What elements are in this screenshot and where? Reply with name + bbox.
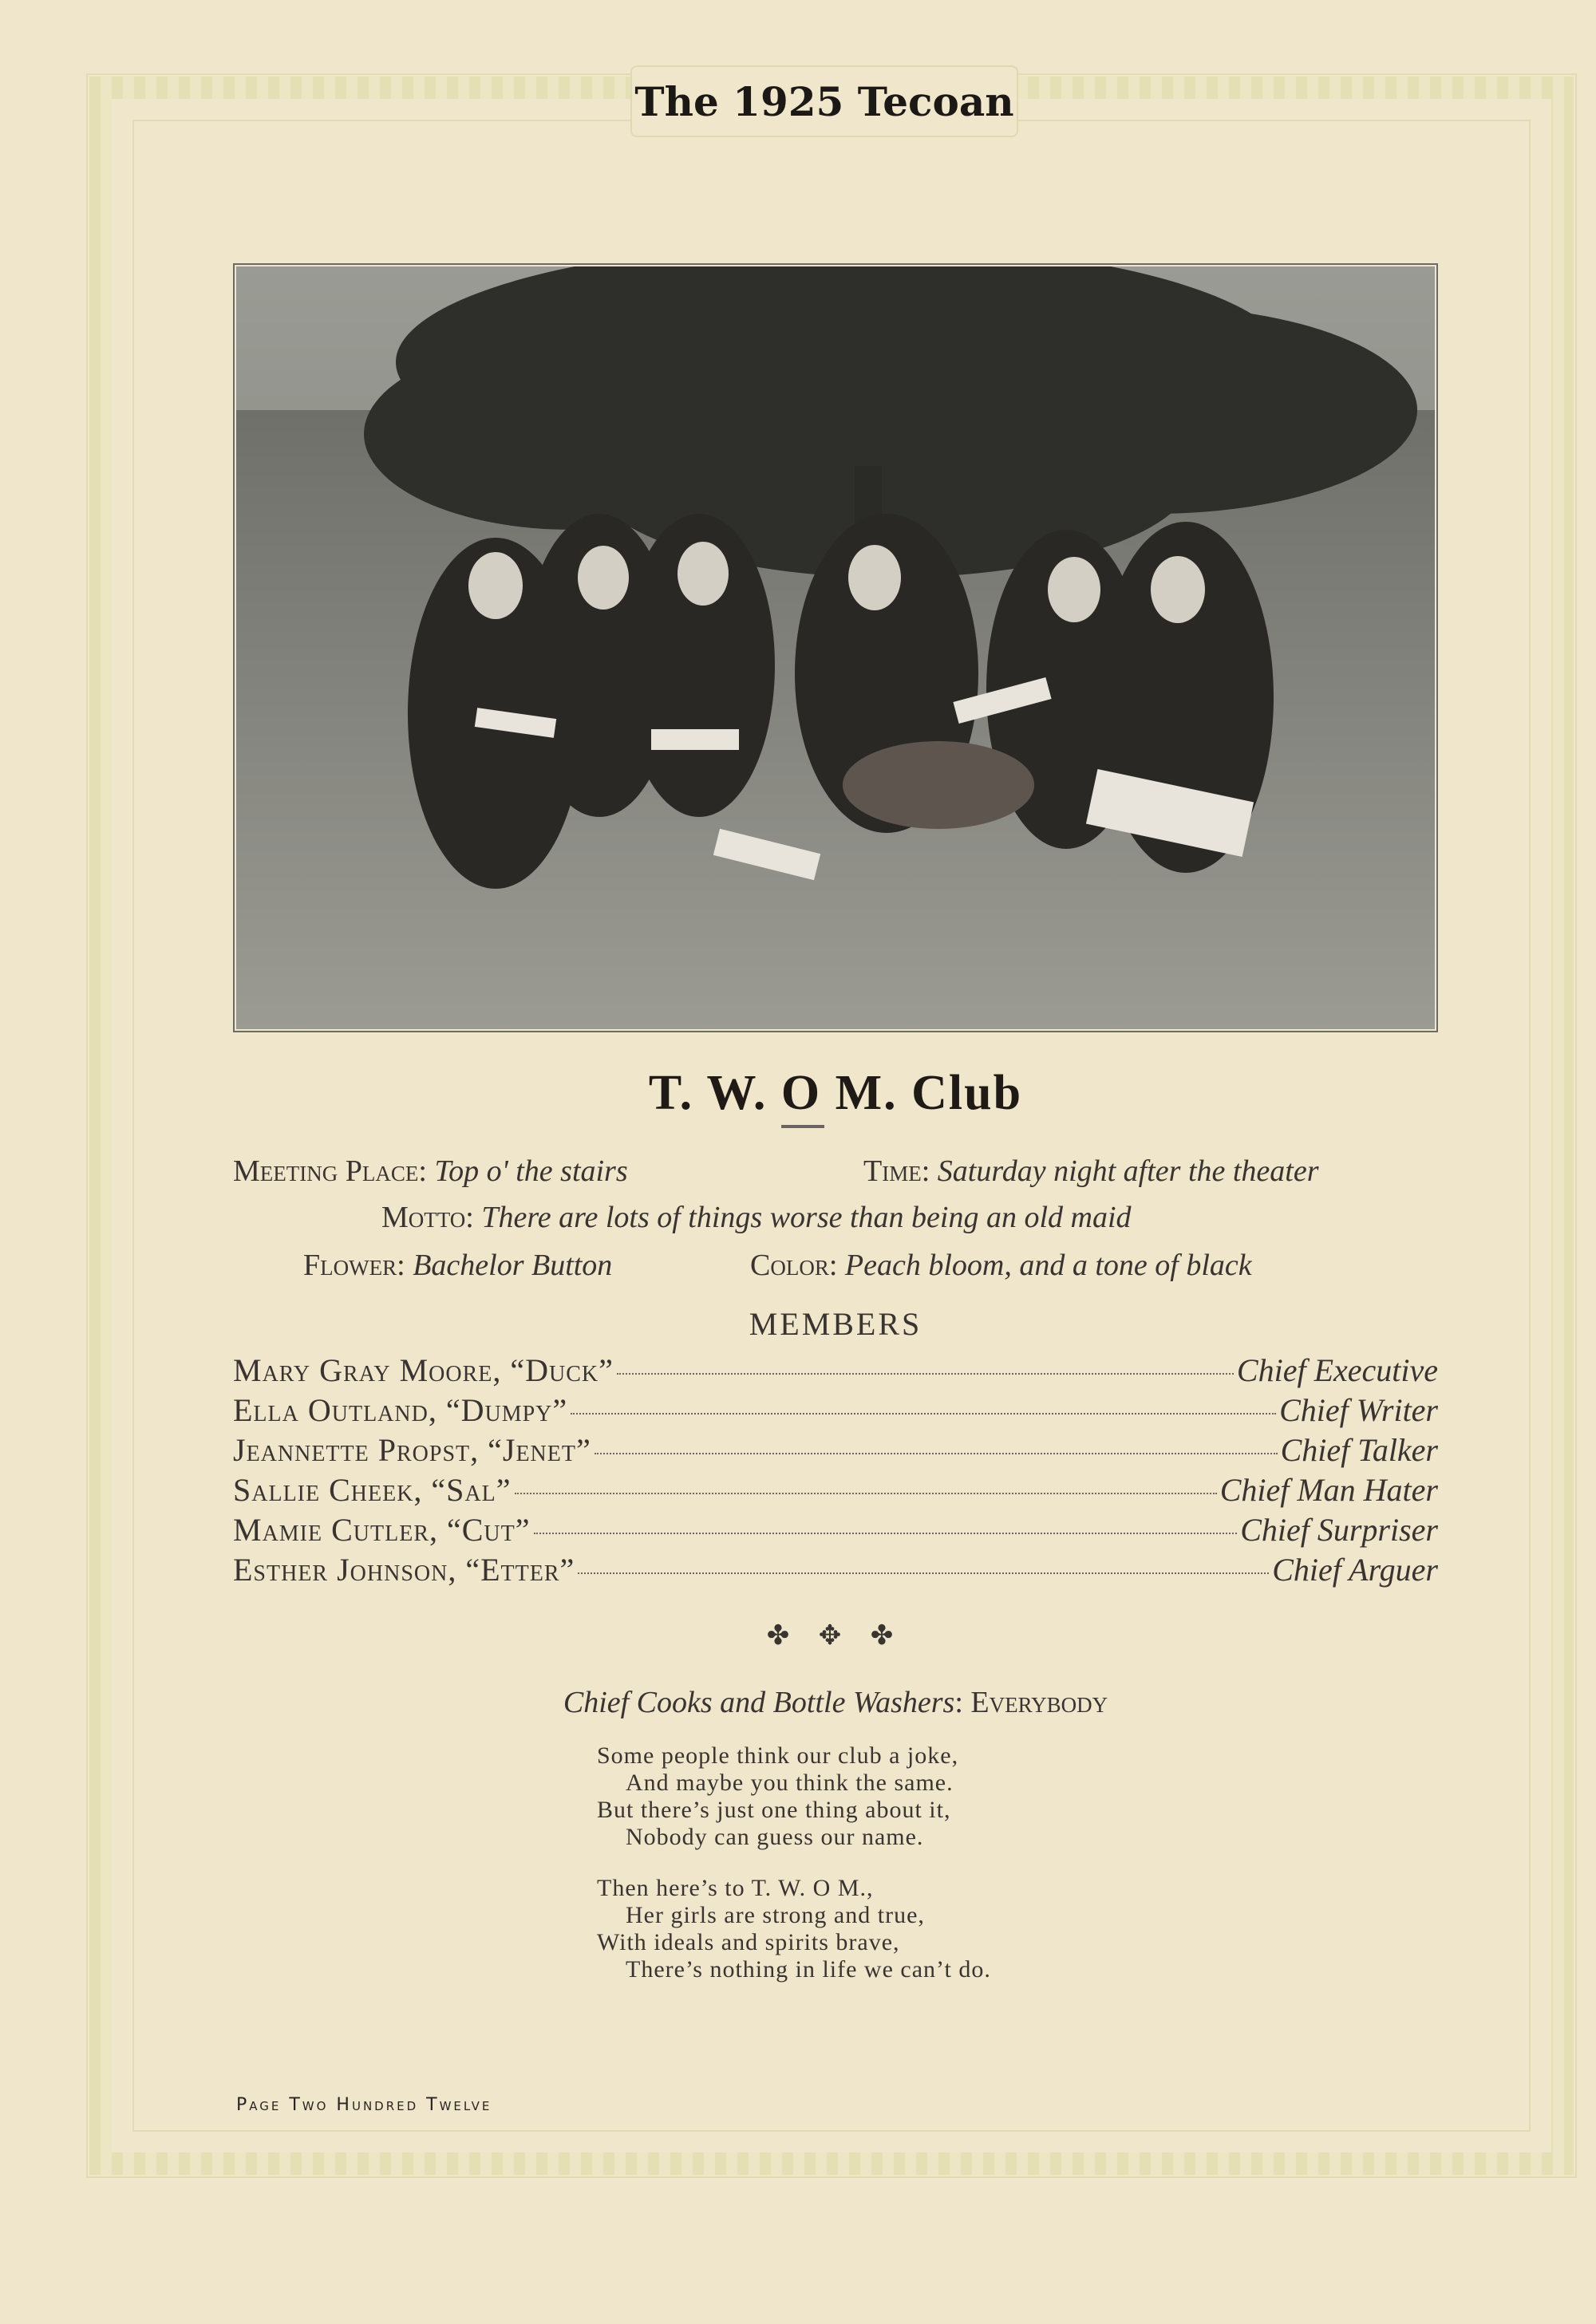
poem-line: Nobody can guess our name. (626, 1824, 924, 1850)
time-value: Saturday night after the theater (937, 1154, 1319, 1188)
ornament-divider-icon: ✤ ✥ ✤ (766, 1621, 905, 1651)
member-name: Mamie Cutler, “Cut” (233, 1512, 531, 1548)
member-row (233, 1551, 1438, 1591)
cooks-label: Chief Cooks and Bottle Washers (563, 1686, 955, 1719)
color-value: Peach bloom, and a tone of black (844, 1249, 1252, 1282)
member-row (233, 1471, 1438, 1511)
member-row (233, 1511, 1438, 1551)
poem-line: Some people think our club a joke, (597, 1742, 959, 1769)
color-line: Color: Peach bloom, and a tone of black (750, 1249, 1252, 1282)
dot-leader (534, 1533, 1238, 1534)
poem-line: There’s nothing in life we can’t do. (626, 1956, 991, 1983)
group-photo-image (236, 266, 1435, 1029)
poem-line: And maybe you think the same. (626, 1770, 954, 1796)
poem-line: Her girls are strong and true, (626, 1902, 925, 1928)
page-header-title: The 1925 Tecoan (634, 78, 1014, 125)
member-role: Chief Man Hater (1219, 1472, 1438, 1508)
group-photo (236, 266, 1435, 1029)
member-role: Chief Surpriser (1240, 1512, 1438, 1548)
poem-line: But there’s just one thing about it, (597, 1797, 951, 1823)
member-name: Sallie Cheek, “Sal” (233, 1472, 512, 1508)
poem-stanza-2 (597, 1875, 991, 1983)
member-row (233, 1391, 1438, 1431)
member-name: Ella Outland, “Dumpy” (233, 1392, 568, 1428)
motto-value: There are lots of things worse than being an old maid (481, 1201, 1132, 1234)
member-role: Chief Executive (1236, 1352, 1438, 1388)
flower-line: Flower: Bachelor Button (303, 1249, 613, 1282)
member-role: Chief Talker (1280, 1432, 1438, 1468)
dot-leader (595, 1453, 1278, 1454)
member-role: Chief Arguer (1272, 1552, 1438, 1588)
member-name: Esther Johnson, “Etter” (233, 1552, 575, 1588)
members-heading: MEMBERS (749, 1306, 922, 1342)
meeting-place-value: Top o' the stairs (434, 1154, 628, 1188)
poem-line: Then here’s to T. W. O M., (597, 1875, 874, 1901)
club-title-underline (781, 1125, 824, 1128)
dot-leader (571, 1413, 1276, 1415)
time-line: Time: Saturday night after the theater (863, 1154, 1319, 1188)
flower-value: Bachelor Button (413, 1249, 613, 1282)
cooks-value: Everybody (970, 1686, 1108, 1719)
color-label: Color (750, 1249, 829, 1282)
motto-label: Motto (381, 1201, 466, 1234)
motto-line: Motto: There are lots of things worse than being an old maid (381, 1201, 1132, 1234)
members-list (233, 1351, 1438, 1591)
meeting-place-line: Meeting Place: Top o' the stairs (233, 1154, 628, 1188)
poem-line: With ideals and spirits brave, (597, 1929, 900, 1955)
meeting-place-label: Meeting Place (233, 1154, 419, 1188)
dot-leader (515, 1493, 1217, 1494)
dot-leader (617, 1373, 1234, 1375)
member-role: Chief Writer (1279, 1392, 1438, 1428)
member-row (233, 1431, 1438, 1471)
club-title: T. W. O M. Club (648, 1066, 1023, 1120)
poem-stanza-1 (597, 1742, 958, 1851)
member-row (233, 1351, 1438, 1391)
cooks-line: Chief Cooks and Bottle Washers: Everybody (563, 1686, 1108, 1719)
dot-leader (578, 1572, 1269, 1574)
time-label: Time (863, 1154, 922, 1188)
flower-label: Flower (303, 1249, 397, 1282)
member-name: Mary Gray Moore, “Duck” (233, 1352, 614, 1388)
member-name: Jeannette Propst, “Jenet” (233, 1432, 591, 1468)
page-number-footer: Page Two Hundred Twelve (236, 2095, 492, 2115)
